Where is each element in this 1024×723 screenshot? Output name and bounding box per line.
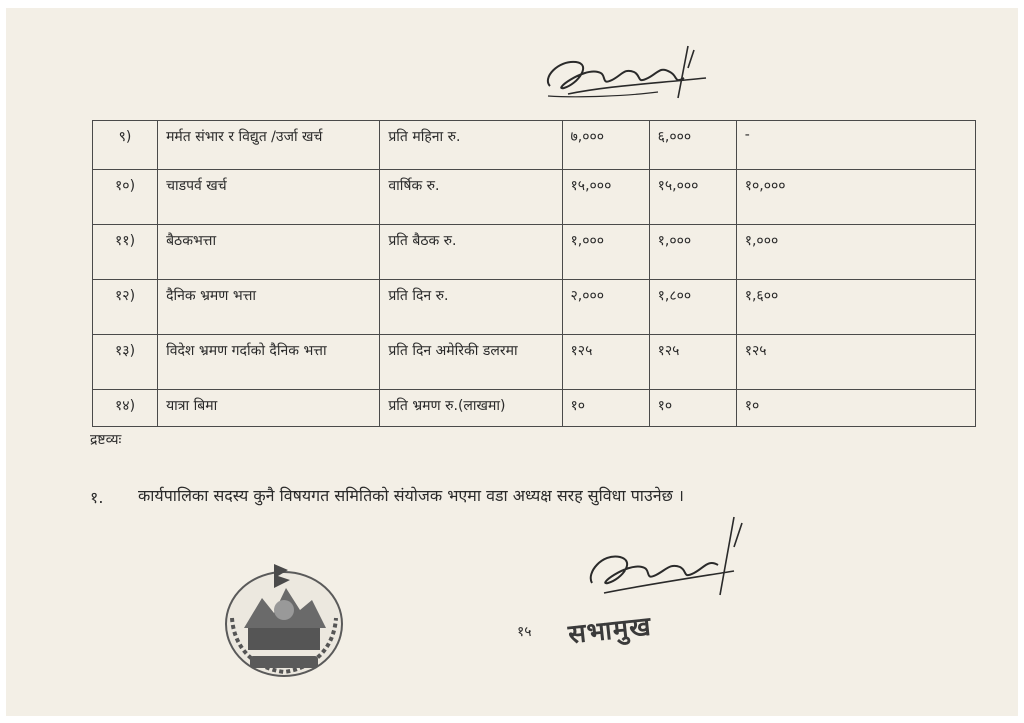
- page-number: १५: [517, 624, 532, 640]
- table-cell-v2: १,०००: [649, 225, 736, 280]
- note-text: कार्यपालिका सदस्य कुनै विषयगत समितिको संयोजक भएमा वडा अध्यक्ष सरह सुविधा पाउनेछ ।: [138, 486, 684, 505]
- table-cell-sn: ११): [93, 225, 158, 280]
- table-cell-v1: १०: [562, 390, 649, 427]
- table-cell-v3: १,६००: [736, 280, 975, 335]
- table-cell-v2: १२५: [649, 335, 736, 390]
- table-cell-unit: प्रति दिन रु.: [380, 280, 562, 335]
- table-cell-unit: प्रति दिन अमेरिकी डलरमा: [380, 335, 562, 390]
- table-row: [93, 280, 976, 335]
- table-row: [93, 335, 976, 390]
- table-cell-v2: ६,०००: [649, 121, 736, 170]
- table-cell-v3: १२५: [736, 335, 975, 390]
- table-cell-sn: ९): [93, 121, 158, 170]
- table-cell-v2: १५,०००: [649, 170, 736, 225]
- table-cell-v1: १५,०००: [562, 170, 649, 225]
- table-cell-v1: १२५: [562, 335, 649, 390]
- table-cell-item: बैठकभत्ता: [158, 225, 380, 280]
- table-cell-sn: १४): [93, 390, 158, 427]
- table-row: [93, 225, 976, 280]
- table-cell-unit: प्रति बैठक रु.: [380, 225, 562, 280]
- table-cell-unit: प्रति महिना रु.: [380, 121, 562, 170]
- table-row: [93, 390, 976, 427]
- table-cell-v1: १,०००: [562, 225, 649, 280]
- allowance-table: [92, 120, 976, 427]
- signature-bottom-icon: [584, 513, 754, 603]
- nepal-government-emblem-icon: [214, 558, 354, 683]
- table-cell-v3: १,०००: [736, 225, 975, 280]
- notes-label: द्रष्टव्यः: [90, 432, 122, 448]
- note-number: १.: [90, 488, 104, 507]
- speaker-stamp: सभामुख: [566, 611, 653, 651]
- table-cell-item: विदेश भ्रमण गर्दाको दैनिक भत्ता: [158, 335, 380, 390]
- table-cell-item: चाडपर्व खर्च: [158, 170, 380, 225]
- document-page: [6, 8, 1018, 716]
- signature-top-icon: [538, 38, 718, 108]
- table-cell-item: मर्मत संभार र विद्युत /उर्जा खर्च: [158, 121, 380, 170]
- table-cell-sn: १०): [93, 170, 158, 225]
- table-cell-v1: ७,०००: [562, 121, 649, 170]
- table-cell-unit: वार्षिक रु.: [380, 170, 562, 225]
- table-cell-v3: १०: [736, 390, 975, 427]
- table-cell-item: दैनिक भ्रमण भत्ता: [158, 280, 380, 335]
- table-cell-sn: १३): [93, 335, 158, 390]
- table-row: [93, 121, 976, 170]
- table-cell-v3: -: [736, 121, 975, 170]
- table-cell-item: यात्रा बिमा: [158, 390, 380, 427]
- table-cell-v3: १०,०००: [736, 170, 975, 225]
- table-cell-v2: १,८००: [649, 280, 736, 335]
- table-cell-v1: २,०००: [562, 280, 649, 335]
- table-row: [93, 170, 976, 225]
- table-cell-v2: १०: [649, 390, 736, 427]
- table-cell-unit: प्रति भ्रमण रु.(लाखमा): [380, 390, 562, 427]
- table-cell-sn: १२): [93, 280, 158, 335]
